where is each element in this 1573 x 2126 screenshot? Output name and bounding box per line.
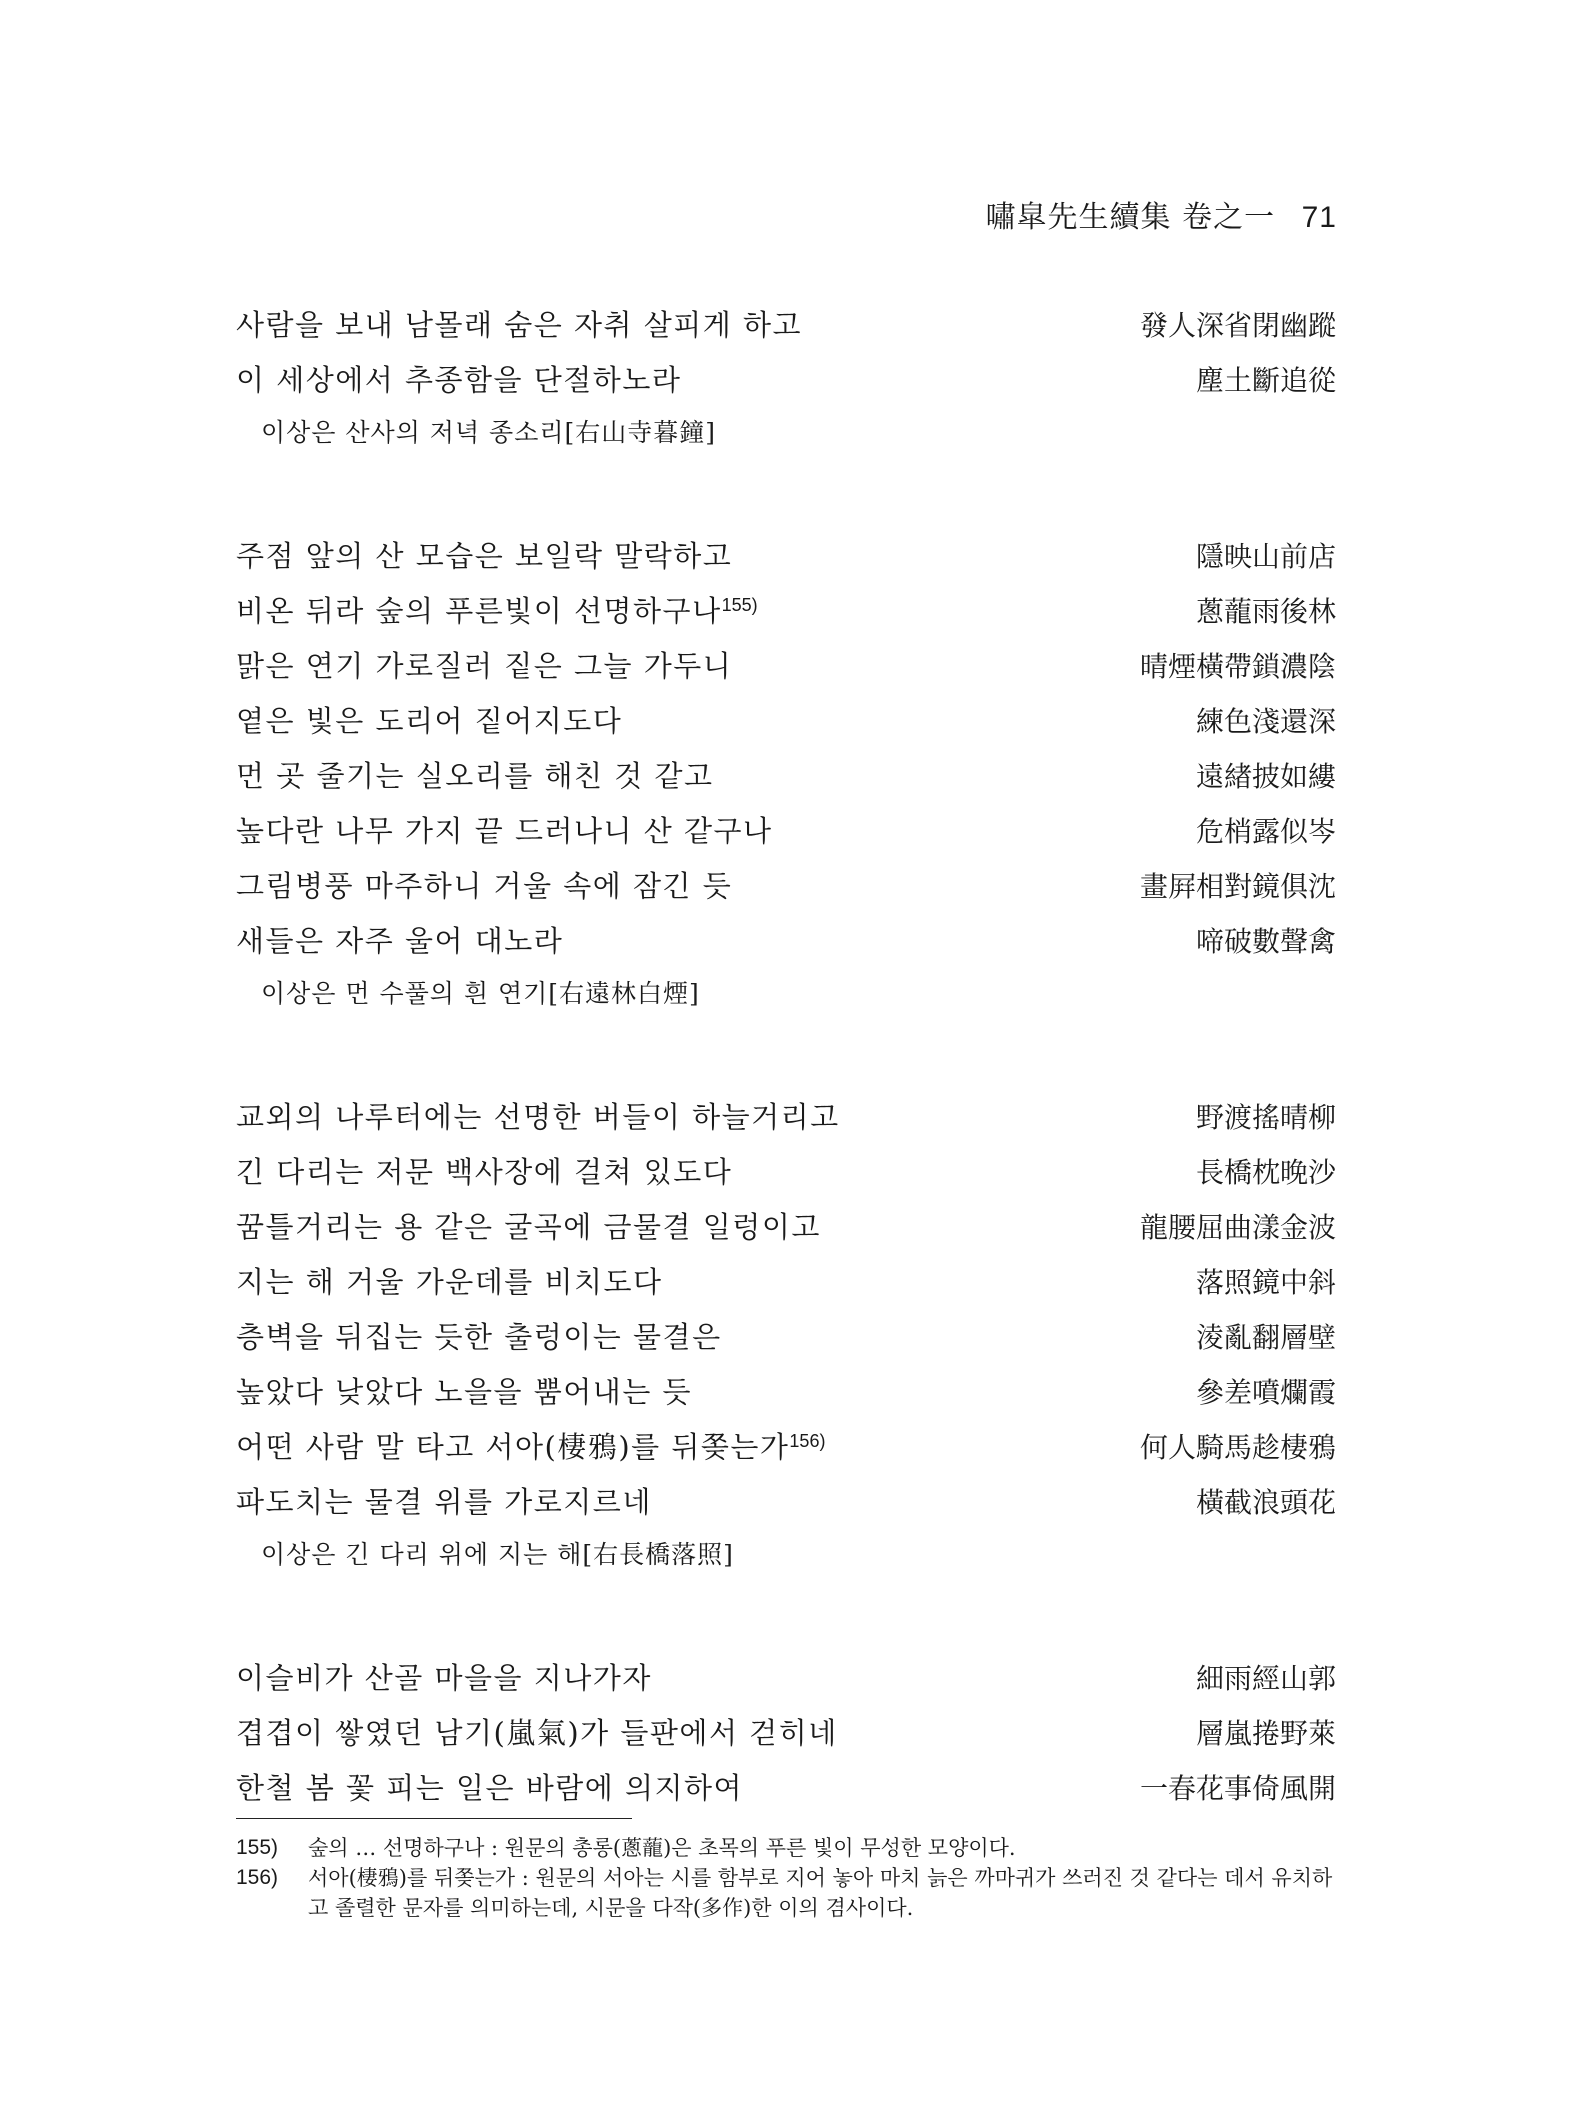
verse-line [236, 303, 1336, 358]
korean-translation: 사람을 보내 남몰래 숨은 자취 살피게 하고 [236, 308, 803, 342]
chinese-original: 蔥蘢雨後林 [1195, 595, 1336, 628]
korean-translation: 지는 해 거울 가운데를 비치도다 [236, 1265, 663, 1299]
chinese-original: 發人深省閉幽蹤 [1139, 309, 1336, 342]
chinese-original: 遠緖披如縷 [1195, 760, 1336, 793]
verse-line [236, 589, 1336, 644]
verse-line [236, 534, 1336, 589]
verse-line [236, 358, 1336, 413]
chinese-original: 橫截浪頭花 [1195, 1486, 1336, 1519]
verse-line [236, 809, 1336, 864]
stanza-3 [236, 1095, 1336, 1591]
verse-line [236, 1150, 1336, 1205]
chinese-original: 龍腰屈曲漾金波 [1139, 1211, 1336, 1244]
chinese-original: 細雨經山郭 [1195, 1662, 1336, 1695]
chinese-original: 啼破數聲禽 [1195, 925, 1336, 958]
poem-body [236, 303, 1336, 1886]
chinese-original: 淩亂翻層壁 [1195, 1321, 1336, 1354]
footnote-number: 156) [236, 1866, 279, 1889]
verse-line [236, 699, 1336, 754]
stanza-2 [236, 534, 1336, 1030]
korean-translation: 새들은 자주 울어 대노라 [236, 924, 564, 958]
korean-translation: 겹겹이 쌓였던 남기(嵐氣)가 들판에서 걷히네 [236, 1716, 838, 1750]
korean-translation: 한철 봄 꽃 피는 일은 바람에 의지하여 [236, 1771, 744, 1805]
verse-line [236, 1480, 1336, 1535]
korean-translation: 높았다 낮았다 노을을 뿜어내는 듯 [236, 1375, 693, 1409]
running-header [986, 192, 1337, 236]
verse-line [236, 1205, 1336, 1260]
footnote-ref[interactable]: 156) [789, 1431, 826, 1451]
korean-translation: 맑은 연기 가로질러 짙은 그늘 가두니 [236, 649, 733, 683]
chinese-original: 參差噴爛霞 [1195, 1376, 1336, 1409]
korean-translation: 이슬비가 산골 마을을 지나가자 [236, 1661, 652, 1695]
korean-translation: 높다란 나무 가지 끝 드러나니 산 같구나 [236, 814, 773, 848]
chinese-original: 塵土斷追從 [1195, 364, 1336, 397]
verse-line [236, 1425, 1336, 1480]
footnote-number: 155) [236, 1836, 279, 1859]
verse-line [236, 1766, 1336, 1821]
stanza-caption: 이상은 먼 수풀의 흰 연기[右遠林白煙] [261, 979, 700, 1008]
korean-translation: 옅은 빛은 도리어 짙어지도다 [236, 704, 623, 738]
footnotes [236, 1833, 1336, 1923]
chinese-original: 長橋枕晚沙 [1195, 1156, 1336, 1189]
stanza-1 [236, 303, 1336, 469]
chinese-original: 隱映山前店 [1195, 540, 1336, 573]
korean-translation: 긴 다리는 저문 백사장에 걸쳐 있도다 [236, 1155, 733, 1189]
chinese-original: 層嵐捲野萊 [1195, 1717, 1336, 1750]
korean-translation: 먼 곳 줄기는 실오리를 해친 것 같고 [236, 759, 714, 793]
footnote-divider [236, 1818, 632, 1819]
chinese-original: 畫屛相對鏡俱沈 [1139, 870, 1336, 903]
verse-line [236, 1370, 1336, 1425]
verse-line [236, 754, 1336, 809]
chinese-original: 野渡搖晴柳 [1195, 1101, 1336, 1134]
stanza-caption: 이상은 긴 다리 위에 지는 해[右長橋落照] [261, 1540, 734, 1569]
chinese-original: 危梢露似岑 [1195, 815, 1336, 848]
footnote-155 [236, 1833, 1336, 1863]
korean-translation: 어떤 사람 말 타고 서아(棲鴉)를 뒤쫒는가 [236, 1430, 790, 1464]
footnote-text: 숲의 … 선명하구나 : 원문의 총롱(蔥蘢)은 초목의 푸른 빛이 무성한 모양이다. [308, 1836, 1016, 1860]
korean-translation: 층벽을 뒤집는 듯한 출렁이는 물결은 [236, 1320, 722, 1354]
verse-line [236, 644, 1336, 699]
korean-translation-with-note [236, 1425, 825, 1466]
chinese-original: 何人騎馬趁棲鴉 [1139, 1431, 1336, 1464]
korean-translation: 교외의 나루터에는 선명한 버들이 하늘거리고 [236, 1100, 840, 1134]
stanza-caption: 이상은 산사의 저녁 종소리[右山寺暮鐘] [261, 418, 716, 447]
footnote-156 [236, 1863, 1336, 1923]
header-title: 嘯皐先生續集 卷之一 [985, 200, 1276, 235]
korean-translation: 이 세상에서 추종함을 단절하노라 [236, 363, 682, 397]
korean-translation: 그림병풍 마주하니 거울 속에 잠긴 듯 [236, 869, 733, 903]
verse-line [236, 864, 1336, 919]
chinese-original: 一春花事倚風開 [1139, 1772, 1336, 1805]
page-number: 71 [1301, 201, 1337, 234]
korean-translation-with-note [236, 589, 758, 630]
footnote-text: 서아(棲鴉)를 뒤쫒는가 : 원문의 서아는 시를 함부로 지어 놓아 마치 늙은 까마귀가 쓰러진 것 같다는 데서 유치하고 졸렬한 문자를 의미하는데, 시문을 다작(多作)한 이의 겸사이다. [308, 1866, 1333, 1920]
stanza-4 [236, 1656, 1336, 1821]
verse-line [236, 919, 1336, 974]
verse-line [236, 1315, 1336, 1370]
korean-translation: 파도치는 물결 위를 가로지르네 [236, 1485, 652, 1519]
footnote-ref[interactable]: 155) [721, 595, 758, 615]
korean-translation: 비온 뒤라 숲의 푸른빛이 선명하구나 [236, 594, 722, 628]
korean-translation: 주점 앞의 산 모습은 보일락 말락하고 [236, 539, 733, 573]
verse-line [236, 1711, 1336, 1766]
verse-line [236, 1656, 1336, 1711]
chinese-original: 練色淺還深 [1195, 705, 1336, 738]
chinese-original: 晴煙橫帶鎖濃陰 [1139, 650, 1336, 683]
chinese-original: 落照鏡中斜 [1195, 1266, 1336, 1299]
verse-line [236, 1260, 1336, 1315]
verse-line [236, 1095, 1336, 1150]
korean-translation: 꿈틀거리는 용 같은 굴곡에 금물결 일렁이고 [236, 1210, 821, 1244]
